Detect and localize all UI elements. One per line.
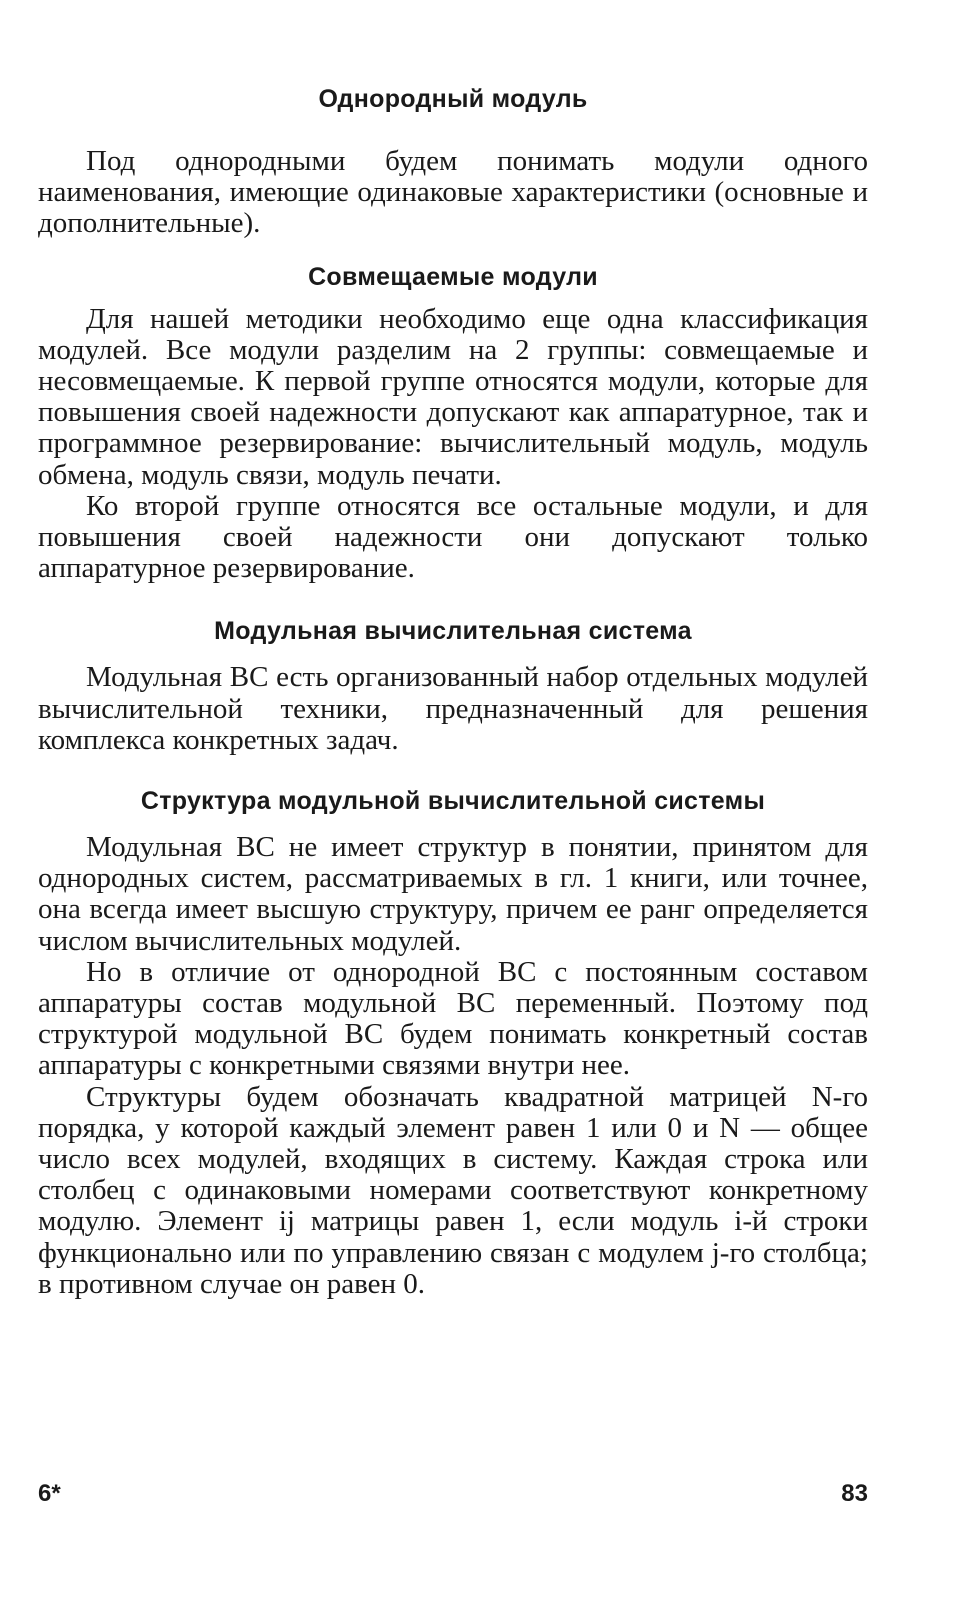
- page-footer: [38, 1480, 868, 1510]
- page-body: [38, 82, 868, 1300]
- paragraph: Но в отличие от однородной ВС с постоянным составом аппаратуры состав модульной ВС переменный. Поэтому под структурой модульной ВС будем понимать конкретный состав аппаратуры с конкретными связями внутри нее.: [38, 955, 868, 1082]
- section-heading: Совмещаемые модули: [308, 262, 598, 291]
- section-heading: Структура модульной вычислительной системы: [140, 787, 766, 816]
- paragraph: Структуры будем обозначать квадратной матрицей N-го порядка, у которой каждый элемент равен 1 или 0 и N — общее число всех модулей, входящих в систему. Каждая строка или столбец с одинаковыми номерами соответствуют конкретному модулю. Элемент ij матрицы равен 1, если модуль i-й строки функционально или по управлению связан с модулем j-го столбца; в противном случае он равен 0.: [38, 1080, 868, 1300]
- section-heading: Однородный модуль: [318, 85, 588, 113]
- paragraph: Модульная ВС есть организованный набор отдельных модулей вычислительной техники, предназначенный для решения комплекса конкретных задач.: [38, 661, 868, 756]
- page-number: 83: [841, 1480, 868, 1507]
- section-heading: Модульная вычислительная система: [214, 617, 692, 646]
- paragraph: Модульная ВС не имеет структур в понятии, принятом для однородных систем, рассматриваемых в гл. 1 книги, или точнее, она всегда имеет высшую структуру, причем ее ранг определяется числом вычислительных модулей.: [38, 831, 868, 957]
- paragraph: Ко второй группе относятся все остальные модули, и для повышения своей надежности они допускают только аппаратурное резервирование.: [38, 489, 868, 585]
- paragraph: Для нашей методики необходимо еще одна классификация модулей. Все модули разделим на 2 группы: совмещаемые и несовмещаемые. К первой группе относятся модули, которые для повышения своей надежности допускают как аппаратурное, так и программное резервирование: вычислительный модуль, модуль обмена, модуль связи, модуль печати.: [38, 302, 868, 491]
- paragraph: Под однородными будем понимать модули одного наименования, имеющие одинаковые характеристики (основные и дополнительные).: [38, 145, 868, 240]
- signature-mark: 6*: [38, 1480, 61, 1507]
